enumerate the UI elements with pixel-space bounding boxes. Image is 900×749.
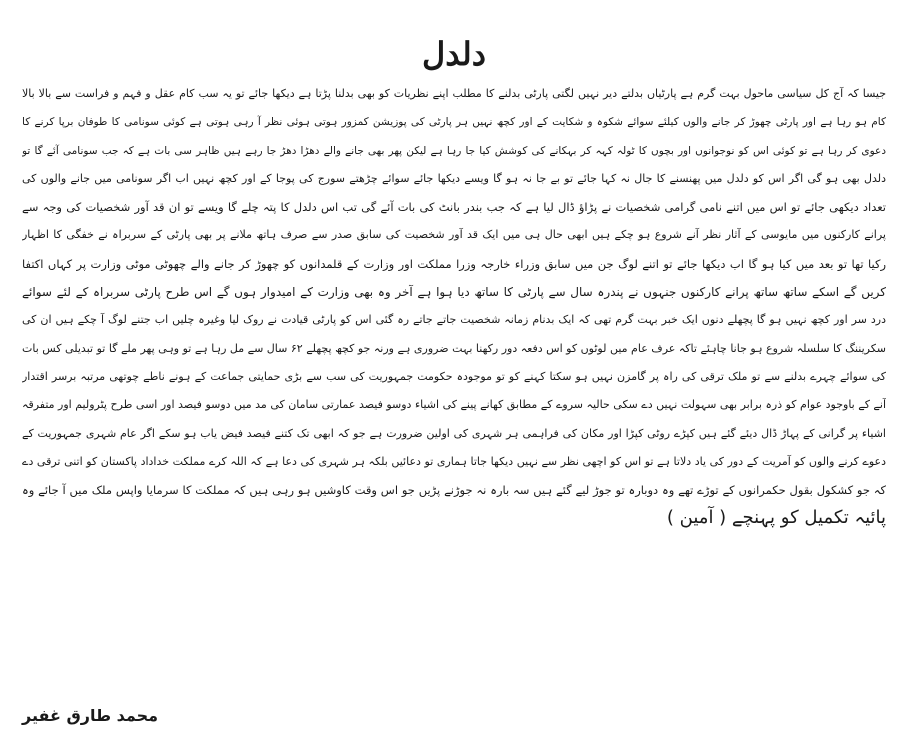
article-line: پرانے کارکنوں میں مایوسی کے آثار نظر آنے شروع ہو چکے ہیں ابھی حال ہی میں ایک قد آور شخصیت کی سابق صدر سے صرف ہاتھ ملانے پر بھی پارٹی کے سربراہ نے خفگی کا اظہار: [22, 228, 886, 242]
article-line: کی سوائے چہرے بدلنے سے تو ملک ترقی کی راہ پر گامزن نہیں ہو سکتا کہنے کو تو موجودہ حکومت جمہوریت کی سب سے بڑی حمایتی جماعت کے ہونے ناطے چوتھی مرتبہ برسر اقتدار: [22, 369, 886, 383]
article-line: دعوی کر رہا ہے تو کوئی اس کو نوجوانوں اور بچوں کا ٹولہ کہہ کر بہکانے کی کوشش کیا جا رہا ہے لیکن پھر بھی جانے والے دھڑا دھڑ جا رہے ہیں ظاہر سی بات ہے کہ جب سونامی آئے گا تو: [22, 144, 886, 157]
article-line: کہ جو کشکول بقول حکمرانوں کے توڑے تھے وہ دوبارہ تو جوڑ لیے گئے ہیں سہ بارہ نہ جوڑنے پڑیں جو اس وقت کاوشیں ہو رہی ہیں کہ مملکت کا سرمایا واپس ملک میں آ جائے وہ: [22, 483, 886, 498]
article-line: کریں گے اسکے ساتھ ساتھ پرانے کارکنوں جنہوں نے پندرہ سال سے پارٹی کا ساتھ دیا ہوا ہے آخر وہ بھی وزارت کے امیدوار ہوں گے اس طرح پارٹی سربراہ کے لئے سوائے: [22, 285, 886, 300]
article-title: دلدل: [421, 35, 487, 73]
article-line: رکیا تھا تو بعد میں کیا ہو گا اب دیکھا جائے تو اتنے لوگ جن میں سابق وزراء خارجہ وزرا مملکت اور وزارت کے قلمدانوں کو چھوڑ کر جانے والے چھوٹی موٹی وزارت پر کہاں اکتفا: [22, 256, 886, 271]
article-line: دعوے کرنے والوں کو آمریت کے دور کی یاد دلاتا ہے تو اس کو اچھی نظر سے نہیں دیکھا جاتا ہماری تو دعائیں بلکہ ہر شہری کی دعا ہے کہ اللہ کرے مملکت خداداد پاکستان کو اتنی ترقی دے: [22, 454, 886, 468]
article-line: آنے کے باوجود عوام کو ذرہ برابر بھی سہولت نہیں دے سکی حالیہ سروے کے مطابق کھانے پینے کی اشیاء دوسو فیصد عمارتی سامان کی مد میں دوسو فیصد اور اسی طرح پٹرولیم اور متفرقہ: [22, 398, 886, 412]
article-line: درد سر اور کچھ نہیں ہو گا پچھلے دنوں ایک خبر بہت گرم تھی کہ ایک بدنام زمانہ شخصیت جاتے جاتے رہ گئی اس کو پارٹی قیادت نے روک لیا وغیرہ چلیں اب جتنے لوگ آ چکے ہیں ان کی: [22, 313, 886, 327]
article-body: [22, 80, 886, 533]
article-line: تعداد دیکھی جائے تو اس میں اتنے نامی گرامی شخصیات نے پڑاؤ ڈال لیا ہے کہ جب بندر بانٹ کی بات آئے گی تب اس دلدل کا پتہ چلے گا ویسے تو ان قد آور شخصیات کی وجہ سے: [22, 200, 886, 215]
article-line: دلدل بھی ہو گی اگر اس کو دلدل میں پھنسنے کا جال نہ کہا جائے تو بے جا نہ ہو گا ویسے دیکھا جائے سوائے چڑھتے سورج کی پوجا کے اور کچھ نہیں اب اگر سونامی میں جانے والوں کی: [22, 171, 886, 185]
article-line: اشیاء پر گرانی کے پہاڑ ڈال دیئے گئے ہیں کپڑے روٹی کپڑا اور مکان کی فراہمی ہر شہری کی اولین ضرورت ہے جو کہ ابھی تک کتنے فیصد فیض یاب ہو سکے اگر عام شہری جمہوریت کے: [22, 426, 886, 440]
article-line-last: پائیہ تکمیل کو پہنچے ( آمین ): [666, 507, 886, 529]
article-line: سکریننگ کا سلسلہ شروع ہو جانا چاہئے تاکہ عرف عام میں لوٹوں کو اس دفعہ دور رکھنا بہت ضروری ہے ورنہ جو کچھ پچھلے ۶۲ سال سے مل رہا ہے تو وہی پھر ملے گا تو تبدیلی کس بات: [22, 341, 886, 355]
article-line: کام ہو رہا ہے اور پارٹی چھوڑ کر جانے والوں کیلئے سوائے شکوہ و شکایت کے اور کچھ نہیں ہر پارٹی کی پوزیشن کمزور ہوتی ہوئی نظر آ رہی ہوتی ہے کوئی سونامی کا طوفان برپا کرنے کا: [22, 116, 886, 129]
article-line: جیسا کہ آج کل سیاسی ماحول بہت گرم ہے پارٹیاں بدلتے دیر نہیں لگتی پارٹی بدلنے کا مطلب اپنے نظریات کو بھی بدلنا پڑتا ہے دیکھا جائے تو یہ سب کام عقل و فہم و فراست سے بالا بالا: [22, 87, 886, 100]
author-signature: محمد طارق غفیر: [22, 706, 159, 725]
